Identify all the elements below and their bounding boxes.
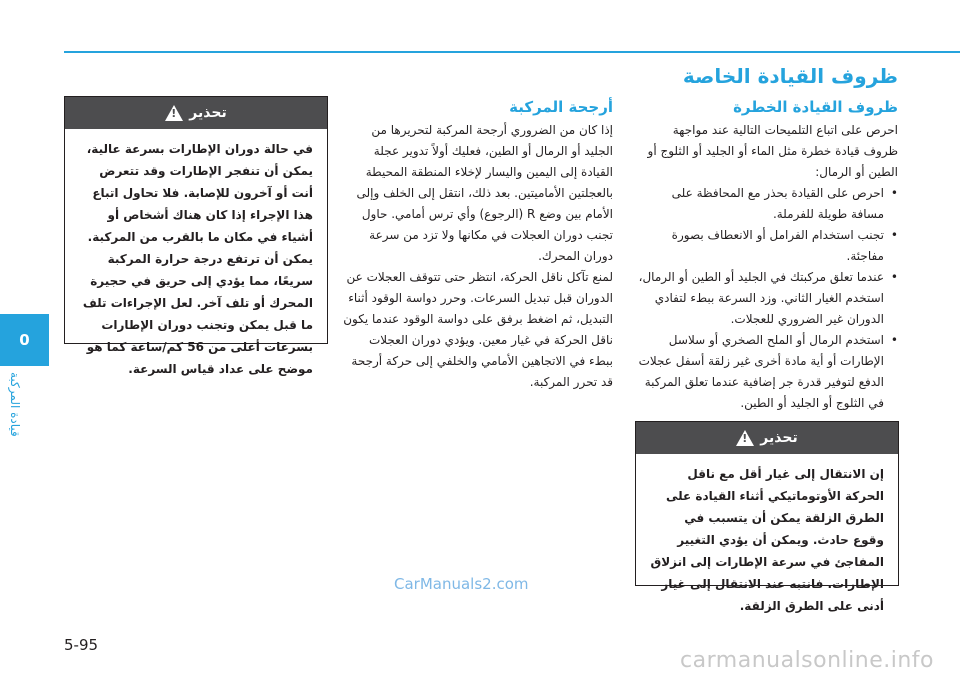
warning-header (636, 422, 898, 454)
middle-column (343, 96, 613, 393)
header-rule (64, 51, 960, 53)
chapter-title: قيادة المركبة (8, 372, 22, 437)
chapter-sidebar (0, 314, 49, 677)
list-item: • استخدم الرمال أو الملح الصخري أو سلاسل الإطارات أو أية مادة أخرى غير زلقة أسفل عجلات الدفع لتوفير قدرة جر إضافية عندما تعلق المركبة في الثلوج أو الجليد أو الطين. (636, 330, 898, 414)
warning-header (65, 97, 327, 129)
watermark-link[interactable]: CarManuals2.com (394, 575, 529, 593)
paragraph: لمنع تآكل ناقل الحركة، انتظر حتى تتوقف العجلات عن الدوران قبل تبديل السرعات. وحرر دواسة الوقود أثناء التبديل، ثم اضغط برفق على دواسة الوقود عندما يكون ناقل الحركة في غيار معين. ويؤدي دوران العجلات ببطء في الاتجاهين الأمامي والخلفي إلى حركة أرجحة قد تحرر المركبة. (343, 270, 613, 389)
warning-box-downshift (635, 421, 899, 613)
right-column (636, 96, 898, 414)
warning-label: تحذير (189, 105, 227, 121)
warning-paragraph: يمكن أن ترتفع درجة حرارة المركبة سريعًا، مما يؤدي إلى حريق في حجيرة المحرك أو تلف آخر. لعل الإجراءات تلف ما قبل يمكن وتجنب دوران الإطارات بسرعات أعلى من 56 كم/ساعة كما هو موضح على عداد قياس السرعة. (82, 252, 313, 376)
section-title: ظروف القيادة الخاصة (682, 64, 898, 88)
site-watermark: carmanualsonline.info (680, 648, 934, 673)
list-item: • عندما تعلق مركبتك في الجليد أو الطين أو الرمال، استخدم الغيار الثاني. وزد السرعة ببطء لتفادي الدوران غير الضروري للعجلات. (636, 267, 898, 330)
warning-triangle-icon (165, 105, 183, 121)
tips-list (636, 183, 898, 414)
subheading-rocking-vehicle: أرجحة المركبة (509, 98, 613, 116)
warning-box-tire-spin (64, 96, 328, 376)
page-number: 5-95 (64, 636, 99, 654)
warning-paragraph: في حالة دوران الإطارات بسرعة عالية، يمكن أن تنفجر الإطارات وقد تتعرض أنت أو آخرون للإصابة. فلا تحاول اتباع هذا الإجراء إذا كان هناك أشخاص أو أشياء في مكان ما بالقرب من المركبة. (86, 142, 313, 244)
list-item: • احرص على القيادة بحذر مع المحافظة على مسافة طويلة للفرملة. (636, 183, 898, 225)
list-item: • تجنب استخدام الفرامل أو الانعطاف بصورة مفاجئة. (636, 225, 898, 267)
warning-triangle-icon (736, 430, 754, 446)
warning-text (65, 129, 327, 390)
warning-label: تحذير (760, 430, 798, 446)
paragraph: إذا كان من الضروري أرجحة المركبة لتحريرها من الجليد أو الرمال أو الطين، فعليك أولاً تدوير عجلة القيادة إلى اليمين واليسار لإخلاء المنطقة المحيطة بالعجلتين الأماميتين. بعد ذلك، انتقل إلى الخلف وإلى الأمام بين وضع R (الرجوع) وأي ترس أمامي. حاول تجنب دوران العجلات في مكانها ولا تزد من سرعة دوران المحرك. (356, 123, 613, 263)
intro-paragraph: احرص على اتباع التلميحات التالية عند مواجهة ظروف قيادة خطرة مثل الماء أو الجليد أو الثلوج أو الطين أو الرمال: (647, 123, 898, 179)
chapter-tab[interactable]: 0 (0, 314, 49, 366)
warning-text: إن الانتقال إلى غيار أقل مع ناقل الحركة الأوتوماتيكي أثناء القيادة على الطرق الزلقة يمكن أن يتسبب في وقوع حادث. ويمكن أن يؤدي التغيير المفاجئ في سرعة الإطارات إلى انزلاق الإطارات. فانتبه عند الانتقال إلى غيار أدنى على الطرق الزلقة. (650, 467, 884, 613)
subheading-hazardous-conditions: ظروف القيادة الخطرة (733, 98, 898, 116)
